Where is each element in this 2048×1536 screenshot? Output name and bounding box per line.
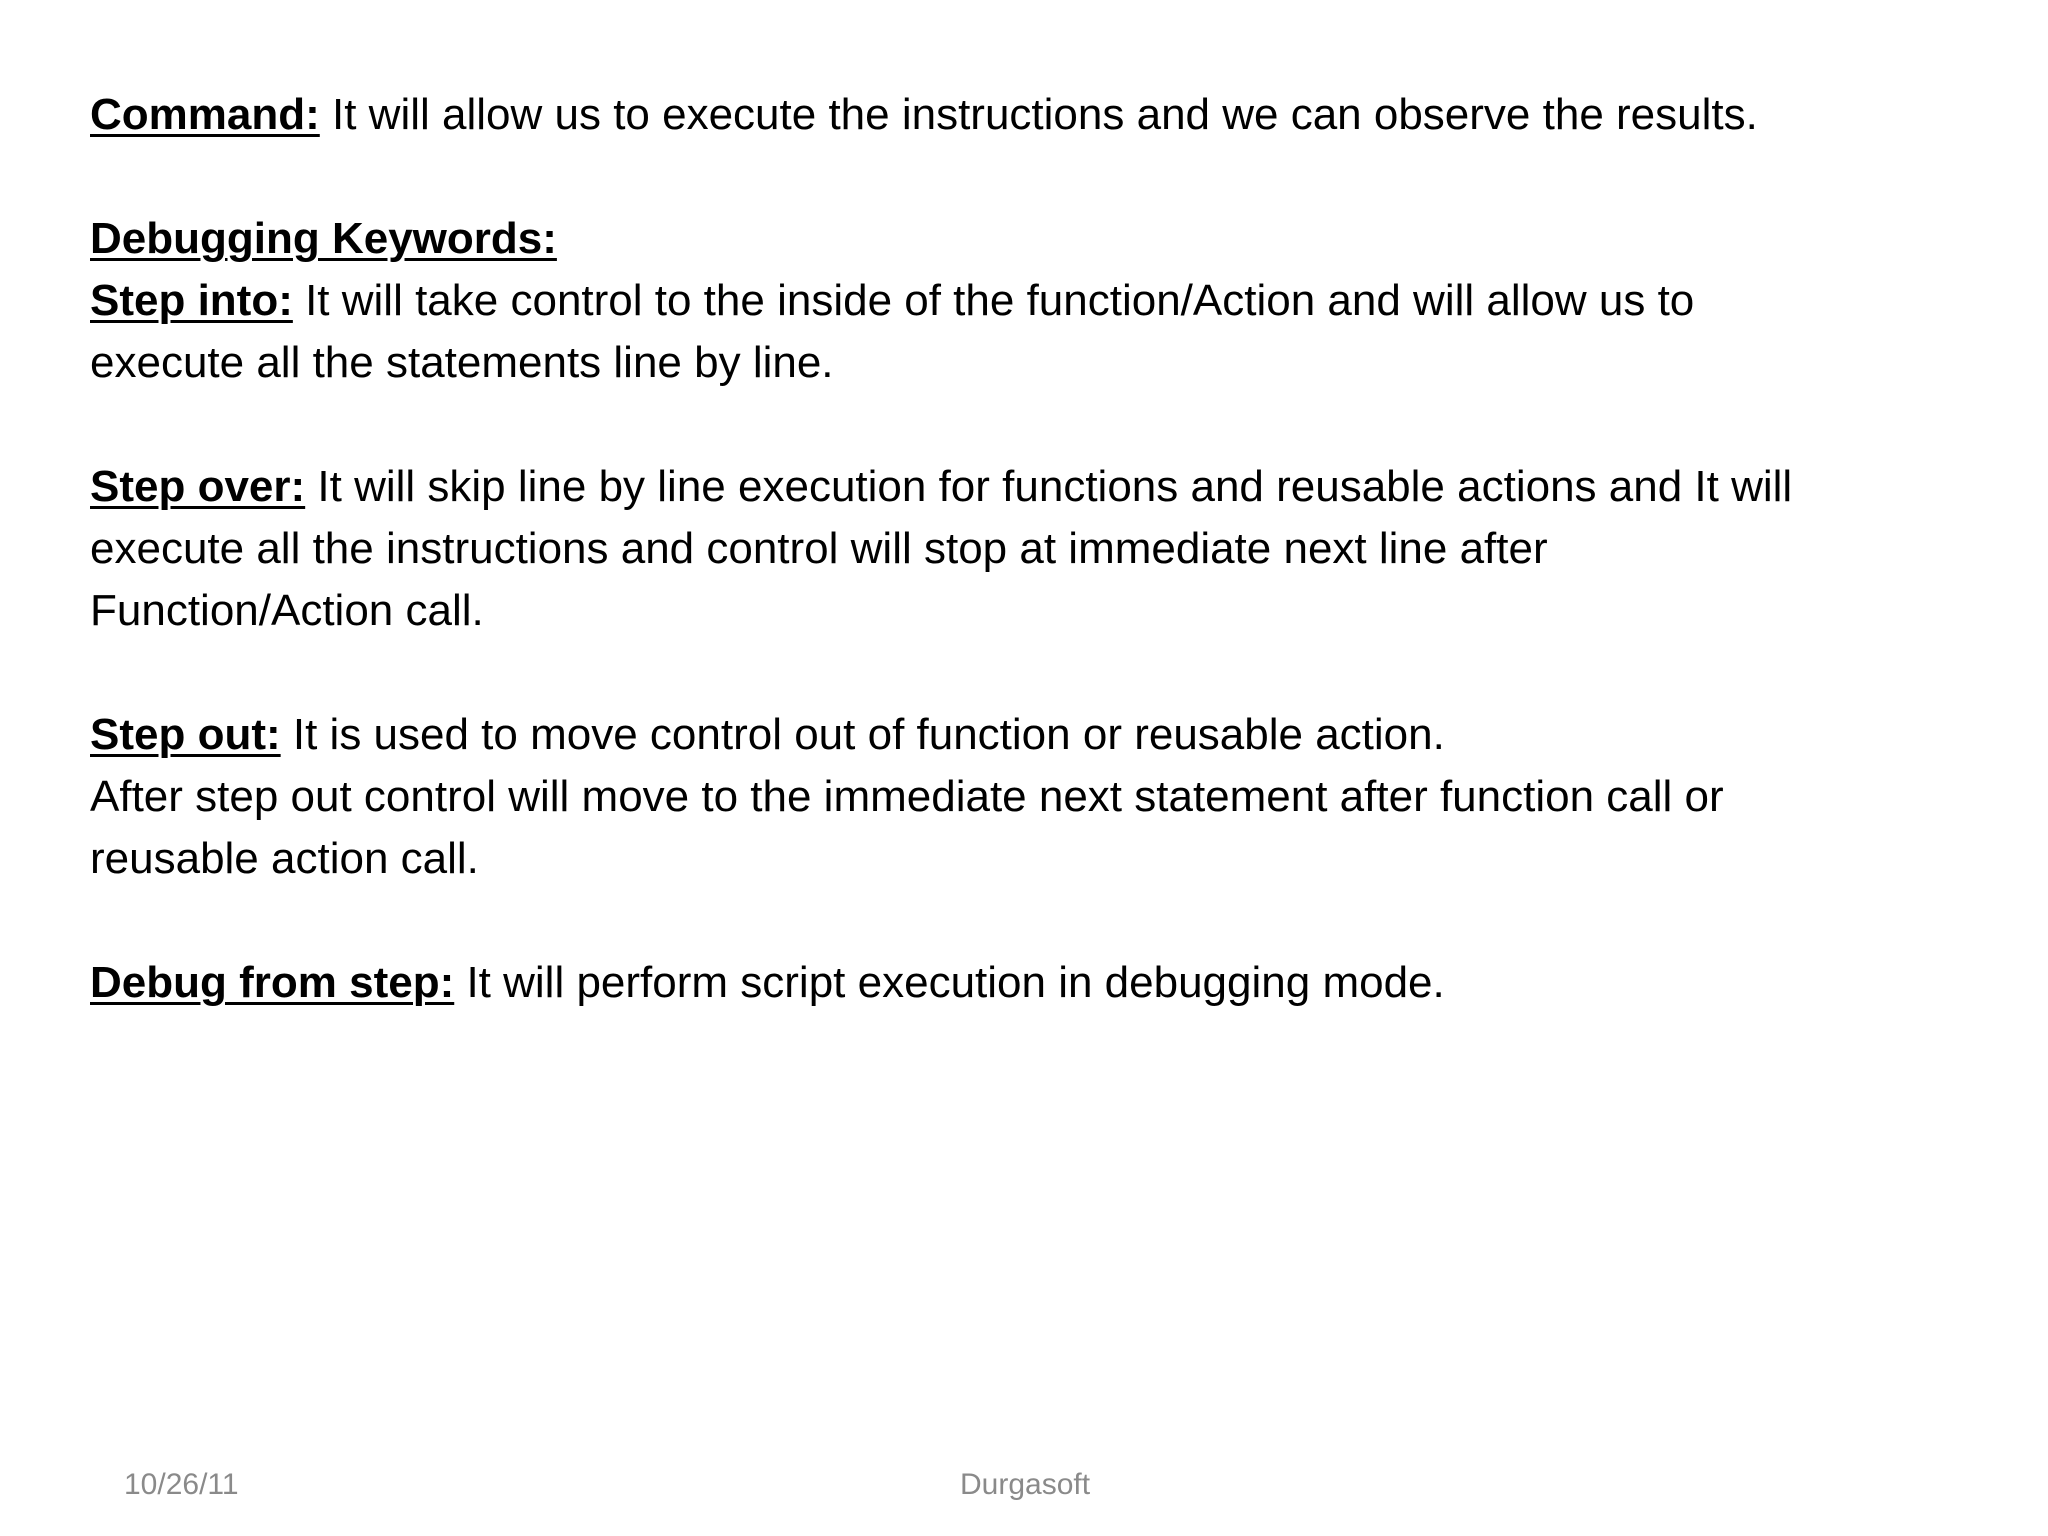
- step-out-text-1: It is used to move control out of function or reusable action.: [280, 710, 1445, 759]
- footer-date: 10/26/11: [124, 1468, 239, 1501]
- step-over-keyword: Step over:: [90, 462, 306, 511]
- step-over-paragraph: [90, 456, 1990, 642]
- step-into-text-1: It will take control to the inside of the function/Action and will allow us to: [292, 276, 1695, 325]
- debugging-keywords-heading: [90, 208, 1990, 270]
- step-over-line-2: execute all the instructions and control will stop at immediate next line after: [90, 524, 1548, 573]
- step-out-line-2: After step out control will move to the immediate next statement after function call or: [90, 772, 1724, 821]
- step-out-paragraph: [90, 704, 1990, 890]
- step-over-text-1: It will skip line by line execution for functions and reusable actions and It will: [305, 462, 1793, 511]
- step-over-line-3: Function/Action call.: [90, 586, 484, 635]
- footer-center-text: Durgasoft: [960, 1468, 1091, 1501]
- command-text: It will allow us to execute the instructions and we can observe the results.: [319, 90, 1758, 139]
- step-out-line-1: [90, 704, 1990, 766]
- command-paragraph: [90, 84, 1990, 146]
- step-out-keyword: Step out:: [90, 710, 281, 759]
- step-into-line-2: execute all the statements line by line.: [90, 338, 834, 387]
- step-over-line-1: [90, 456, 1990, 518]
- command-keyword: Command:: [90, 90, 320, 139]
- step-into-line-1: [90, 270, 1990, 332]
- debugging-keywords-title: Debugging Keywords:: [90, 214, 557, 263]
- debug-from-step-paragraph: [90, 952, 1990, 1014]
- step-into-keyword: Step into:: [90, 276, 293, 325]
- debug-from-step-text: It will perform script execution in debugging mode.: [454, 958, 1445, 1007]
- step-into-paragraph: [90, 270, 1990, 394]
- slide-body: [90, 84, 1990, 1014]
- debug-from-step-keyword: Debug from step:: [90, 958, 455, 1007]
- step-out-line-3: reusable action call.: [90, 834, 479, 883]
